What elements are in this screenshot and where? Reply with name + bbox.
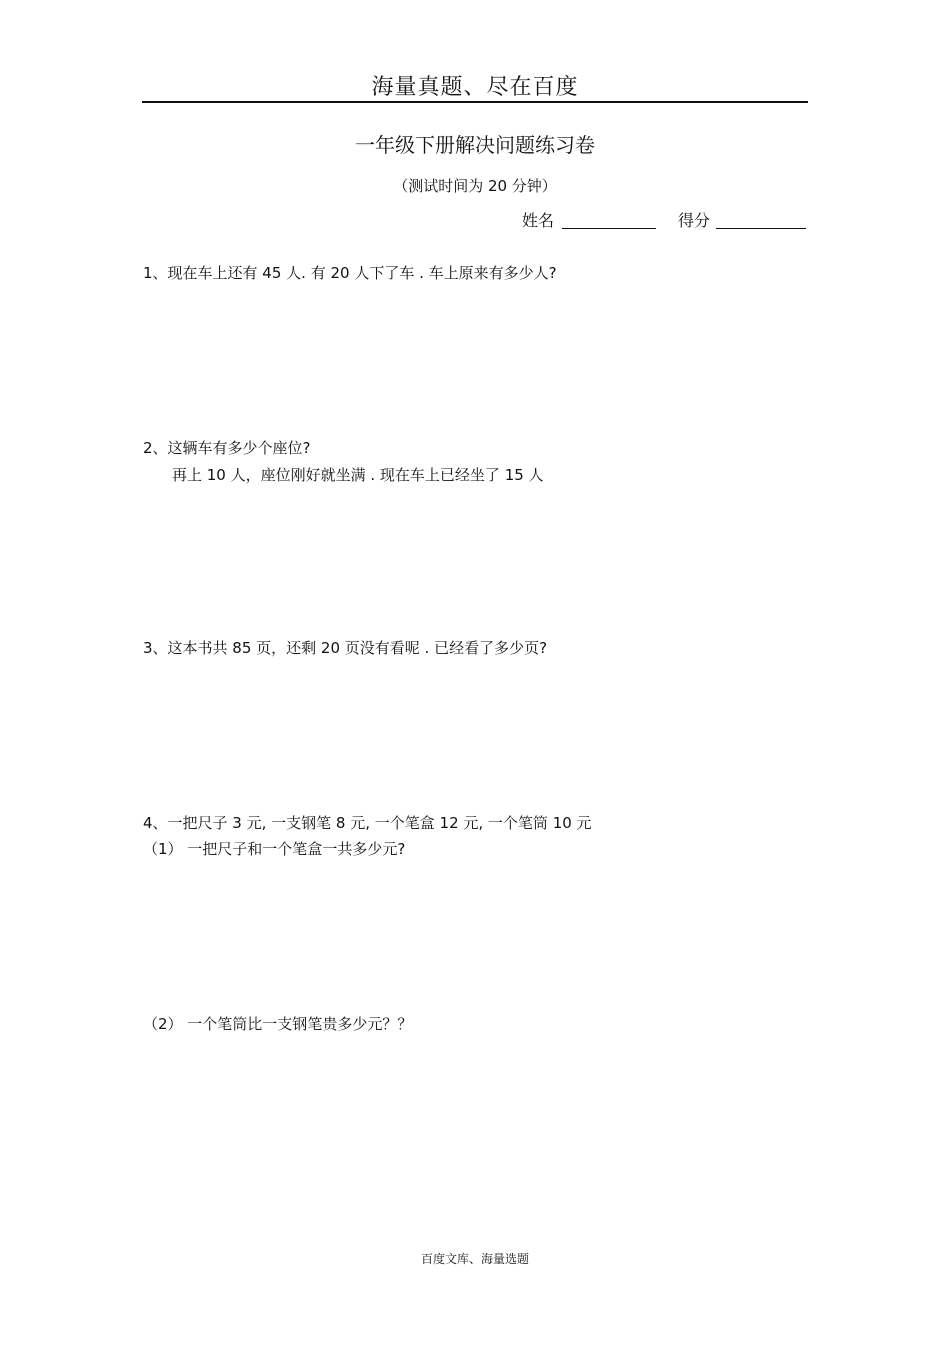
question-3: 3、这本书共 85 页，还剩 20 页没有看呢 . 已经看了多少页? <box>143 639 548 657</box>
question-2: 2、这辆车有多少个座位? <box>143 439 311 457</box>
question-4-part-1: （1） 一把尺子和一个笔盒一共多少元? <box>143 840 406 858</box>
header-divider <box>142 101 808 103</box>
document-title: 一年级下册解决问题练习卷 <box>355 133 595 157</box>
name-blank-line <box>562 228 656 229</box>
name-label: 姓名 <box>522 211 555 230</box>
question-4: 4、一把尺子 3 元, 一支钢笔 8 元, 一个笔盒 12 元, 一个笔筒 10 元 <box>143 814 592 832</box>
page-footer: 百度文库、海量选题 <box>420 1252 529 1266</box>
score-blank-line <box>716 228 806 229</box>
question-2-detail: 再上 10 人，座位刚好就坐满 . 现在车上已经坐了 15 人 <box>172 466 544 484</box>
test-time-note: （测试时间为 20 分钟） <box>393 177 557 195</box>
header-title: 海量真题、尽在百度 <box>371 75 579 100</box>
question-4-part-2: （2） 一个笔筒比一支钢笔贵多少元？？ <box>143 1015 413 1033</box>
question-1: 1、现在车上还有 45 人. 有 20 人下了车 . 车上原来有多少人? <box>143 264 557 282</box>
score-label: 得分 <box>678 211 711 230</box>
